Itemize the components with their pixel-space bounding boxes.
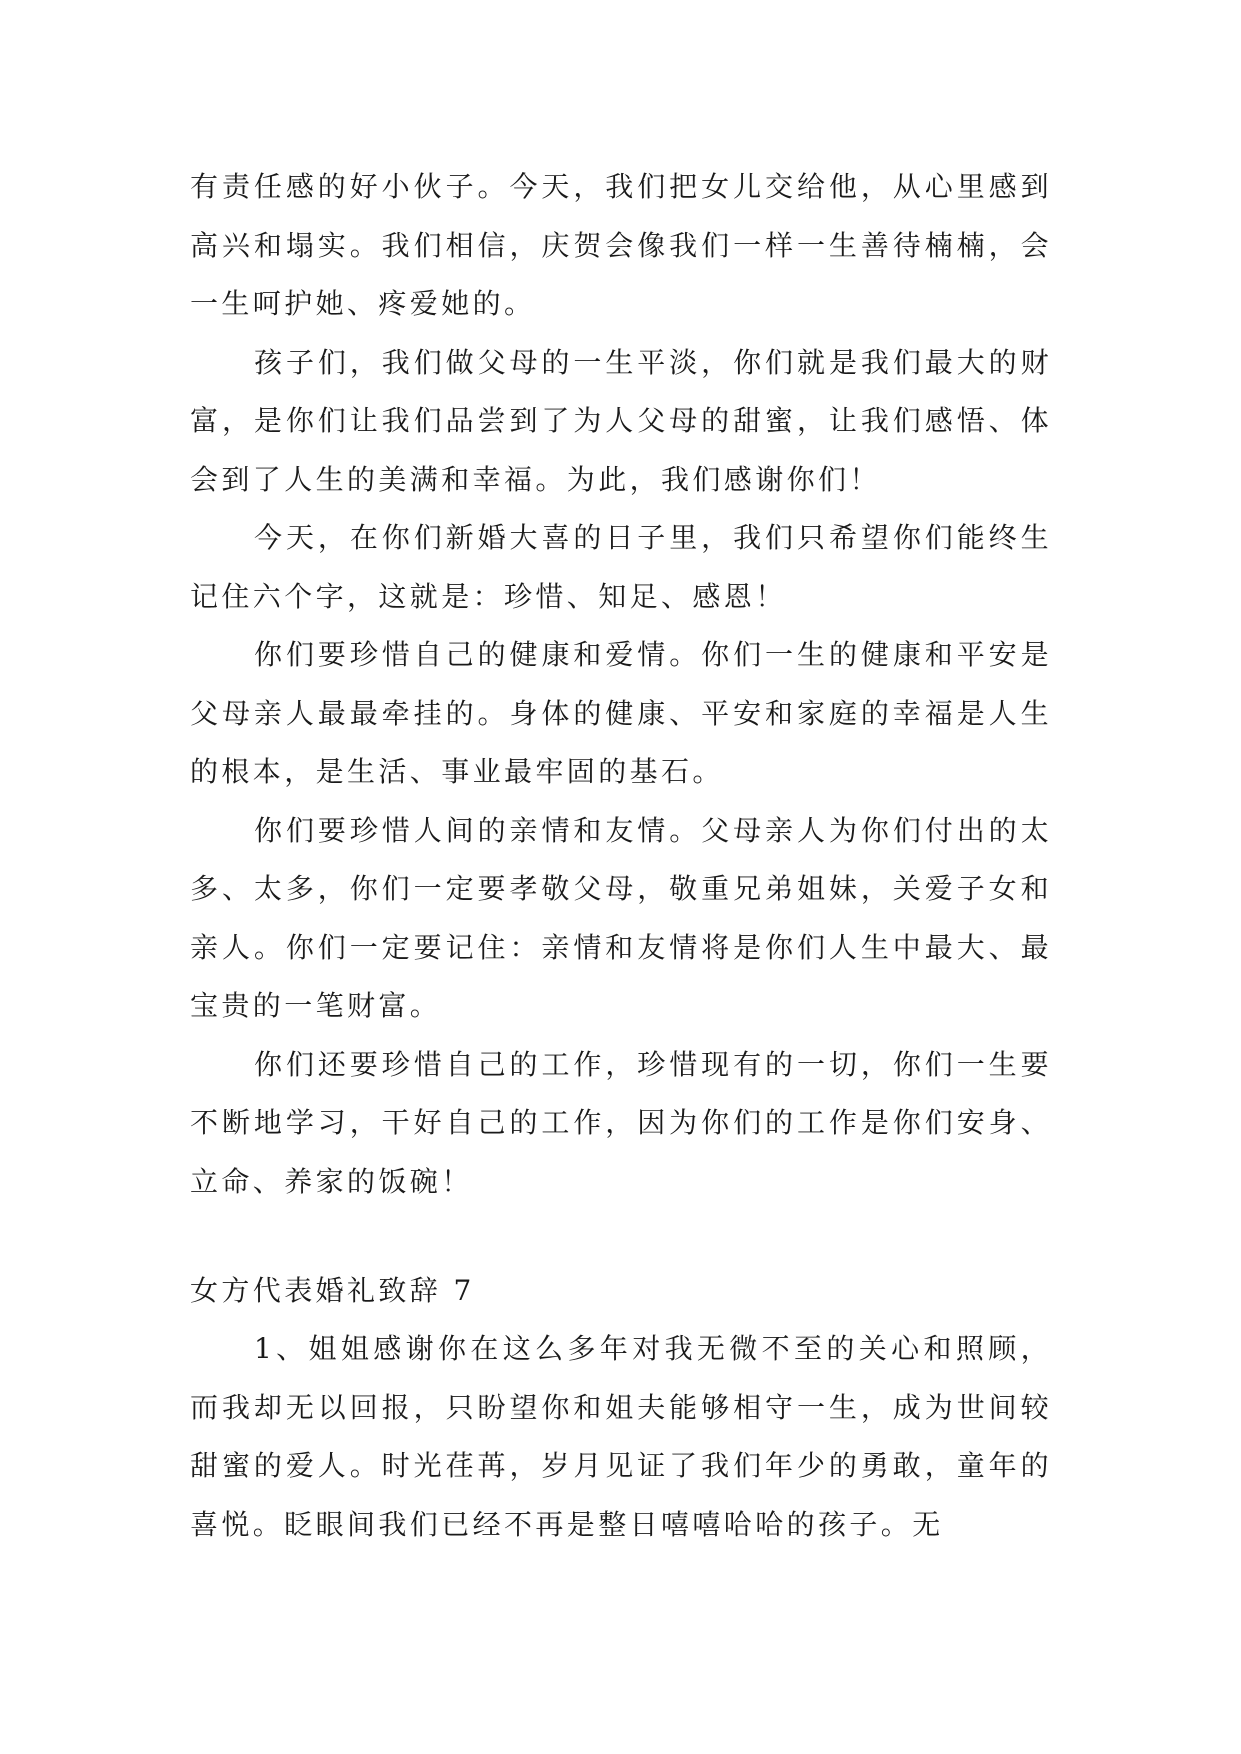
paragraph: 有责任感的好小伙子。今天，我们把女儿交给他，从心里感到高兴和塌实。我们相信，庆贺会像我们一样一生善待楠楠，会一生呵护她、疼爱她的。 xyxy=(190,170,1052,320)
paragraph: 你们还要珍惜自己的工作，珍惜现有的一切，你们一生要不断地学习，干好自己的工作，因为你们的工作是你们安身、立命、养家的饭碗！ xyxy=(190,1047,1052,1198)
body-text-bottom xyxy=(190,1320,1052,1554)
body-text-top xyxy=(190,158,1052,1211)
paragraph: 孩子们，我们做父母的一生平淡，你们就是我们最大的财富，是你们让我们品尝到了为人父母的甜蜜，让我们感悟、体会到了人生的美满和幸福。为此，我们感谢你们！ xyxy=(190,345,1052,496)
section-heading: 女方代表婚礼致辞 7 xyxy=(190,1274,475,1307)
paragraph: 今天，在你们新婚大喜的日子里，我们只希望你们能终生记住六个字，这就是：珍惜、知足、感恩！ xyxy=(190,521,1052,613)
paragraph: 你们要珍惜自己的健康和爱情。你们一生的健康和平安是父母亲人最最牵挂的。身体的健康、平安和家庭的幸福是人生的根本，是生活、事业最牢固的基石。 xyxy=(190,638,1052,788)
paragraph: 你们要珍惜人间的亲情和友情。父母亲人为你们付出的太多、太多，你们一定要孝敬父母，敬重兄弟姐妹，关爱子女和亲人。你们一定要记住：亲情和友情将是你们人生中最大、最宝贵的一笔财富。 xyxy=(190,813,1052,1022)
paragraph: 1、姐姐感谢你在这么多年对我无微不至的关心和照顾，而我却无以回报，只盼望你和姐夫能够相守一生，成为世间较甜蜜的爱人。时光荏苒，岁月见证了我们年少的勇敢，童年的喜悦。眨眼间我们已经不再是整日嘻嘻哈哈的孩子。无 xyxy=(190,1332,1052,1541)
